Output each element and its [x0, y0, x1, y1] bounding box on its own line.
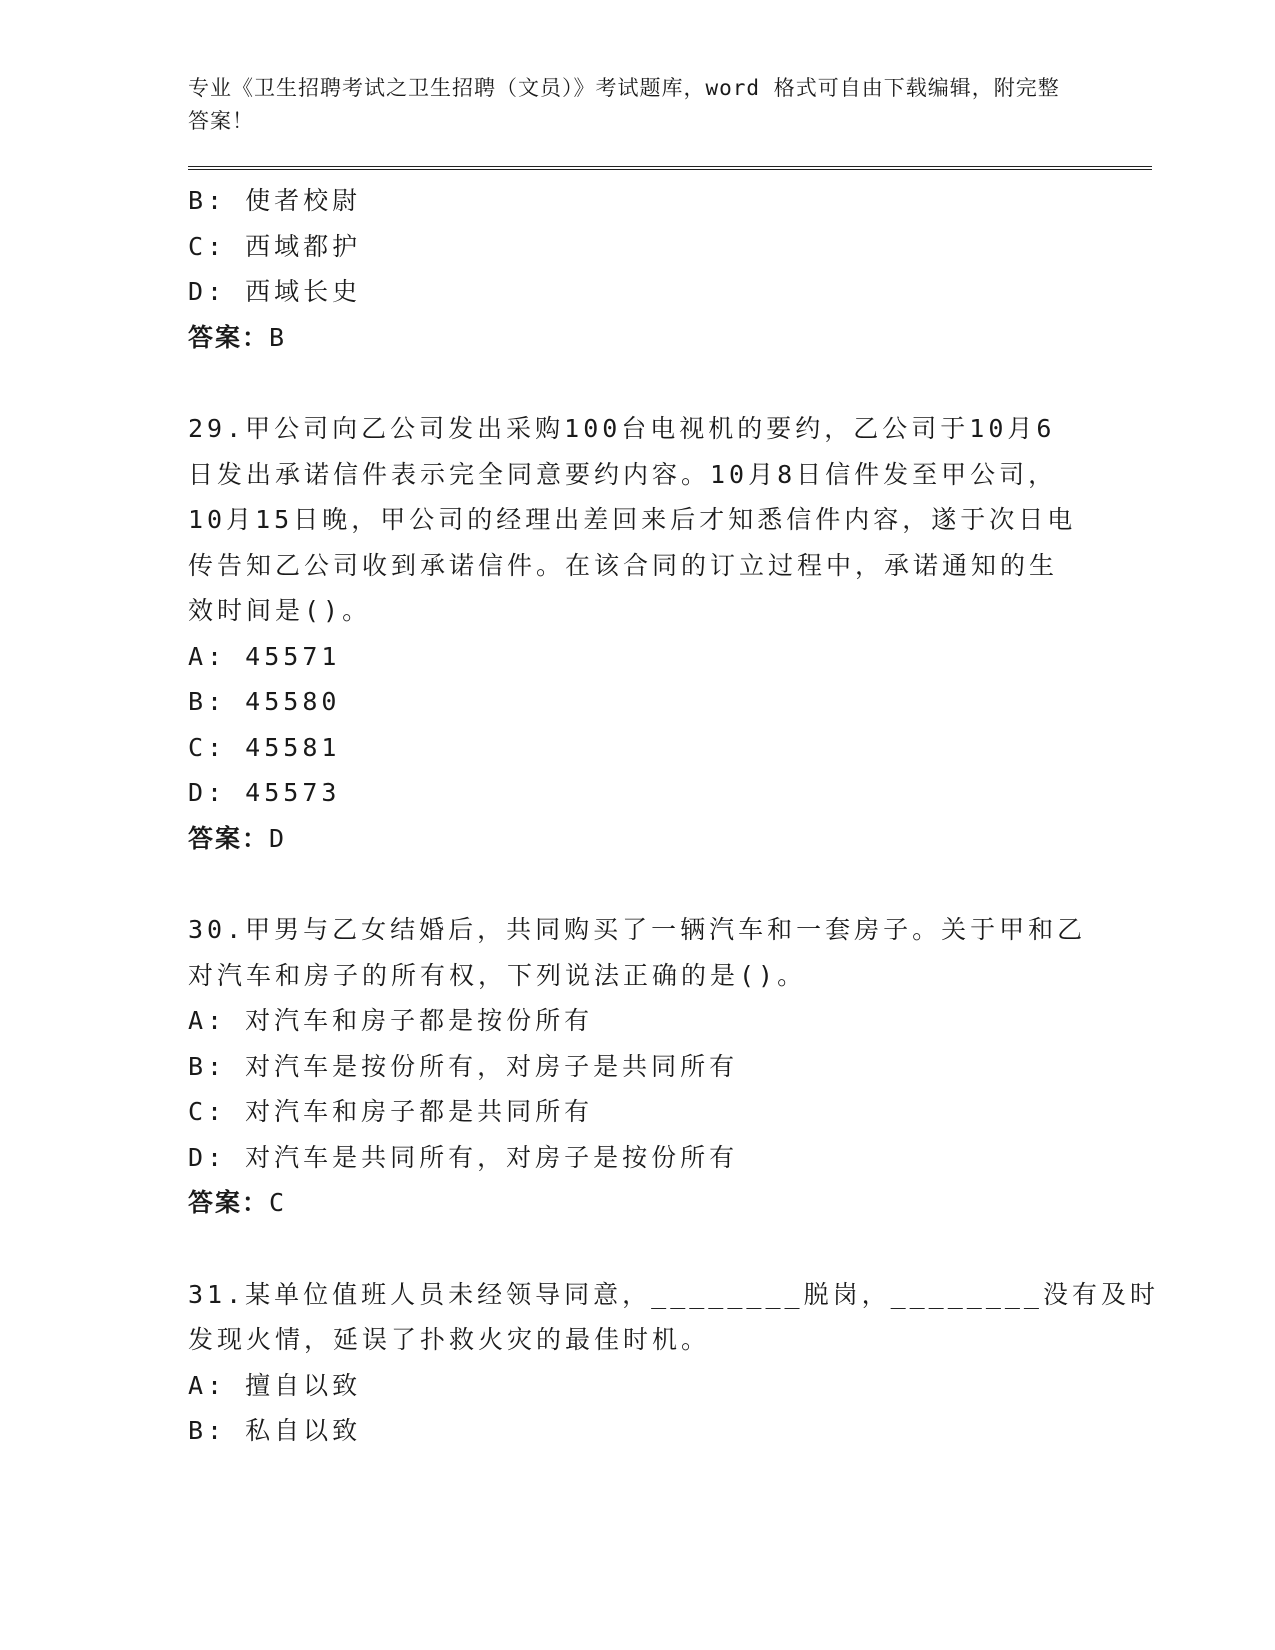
option-a: A: 擅自以致	[188, 1370, 362, 1400]
option-b: B: 45580	[188, 687, 341, 716]
option-b: B: 对汽车是按份所有，对房子是共同所有	[188, 1051, 739, 1081]
question-text-line: 29.甲公司向乙公司发出采购100台电视机的要约，乙公司于10月6	[188, 414, 1056, 443]
question-text-line: 效时间是()。	[188, 596, 372, 625]
option-b: B: 私自以致	[188, 1416, 362, 1445]
question-text-line: 传告知乙公司收到承诺信件。在该合同的订立过程中，承诺通知的生	[188, 550, 1059, 580]
document-page	[188, 72, 1159, 1454]
option-d: D: 45573	[188, 778, 341, 807]
question-text-line: 对汽车和房子的所有权，下列说法正确的是()。	[188, 960, 807, 990]
answer-line: 答案：B	[188, 322, 288, 352]
option-a: A: 对汽车和房子都是按份所有	[188, 1006, 594, 1035]
option-a: A: 45571	[188, 641, 341, 671]
document-header: 专业《卫生招聘考试之卫生招聘（文员）》考试题库，word 格式可自由下载编辑，附完整答案！	[188, 76, 1060, 133]
question-30	[188, 907, 1152, 1226]
answer-line: 答案：C	[188, 1188, 288, 1217]
option-d: D: 对汽车是共同所有，对房子是按份所有	[188, 1142, 739, 1172]
option-c: C: 西域都护	[188, 231, 362, 261]
option-c: C: 对汽车和房子都是共同所有	[188, 1097, 594, 1126]
question-text-line: 发现火情，延误了扑救火灾的最佳时机。	[188, 1325, 711, 1354]
question-31	[188, 1272, 1159, 1454]
option-d: D: 西域长史	[188, 277, 362, 306]
option-b: B: 使者校尉	[188, 186, 362, 215]
header-divider	[188, 166, 1152, 170]
question-29	[188, 406, 1152, 861]
question-text-line: 10月15日晚，甲公司的经理出差回来后才知悉信件内容，遂于次日电	[188, 505, 1077, 534]
option-c: C: 45581	[188, 732, 341, 762]
question-text-line: 31.某单位值班人员未经领导同意，________脱岗，________没有及时	[188, 1279, 1159, 1309]
question-text-line: 日发出承诺信件表示完全同意要约内容。10月8日信件发至甲公司，	[188, 459, 1058, 489]
question-28-tail	[188, 178, 1152, 360]
question-text-line: 30.甲男与乙女结婚后，共同购买了一辆汽车和一套房子。关于甲和乙	[188, 915, 1087, 944]
answer-line: 答案：D	[188, 823, 288, 853]
